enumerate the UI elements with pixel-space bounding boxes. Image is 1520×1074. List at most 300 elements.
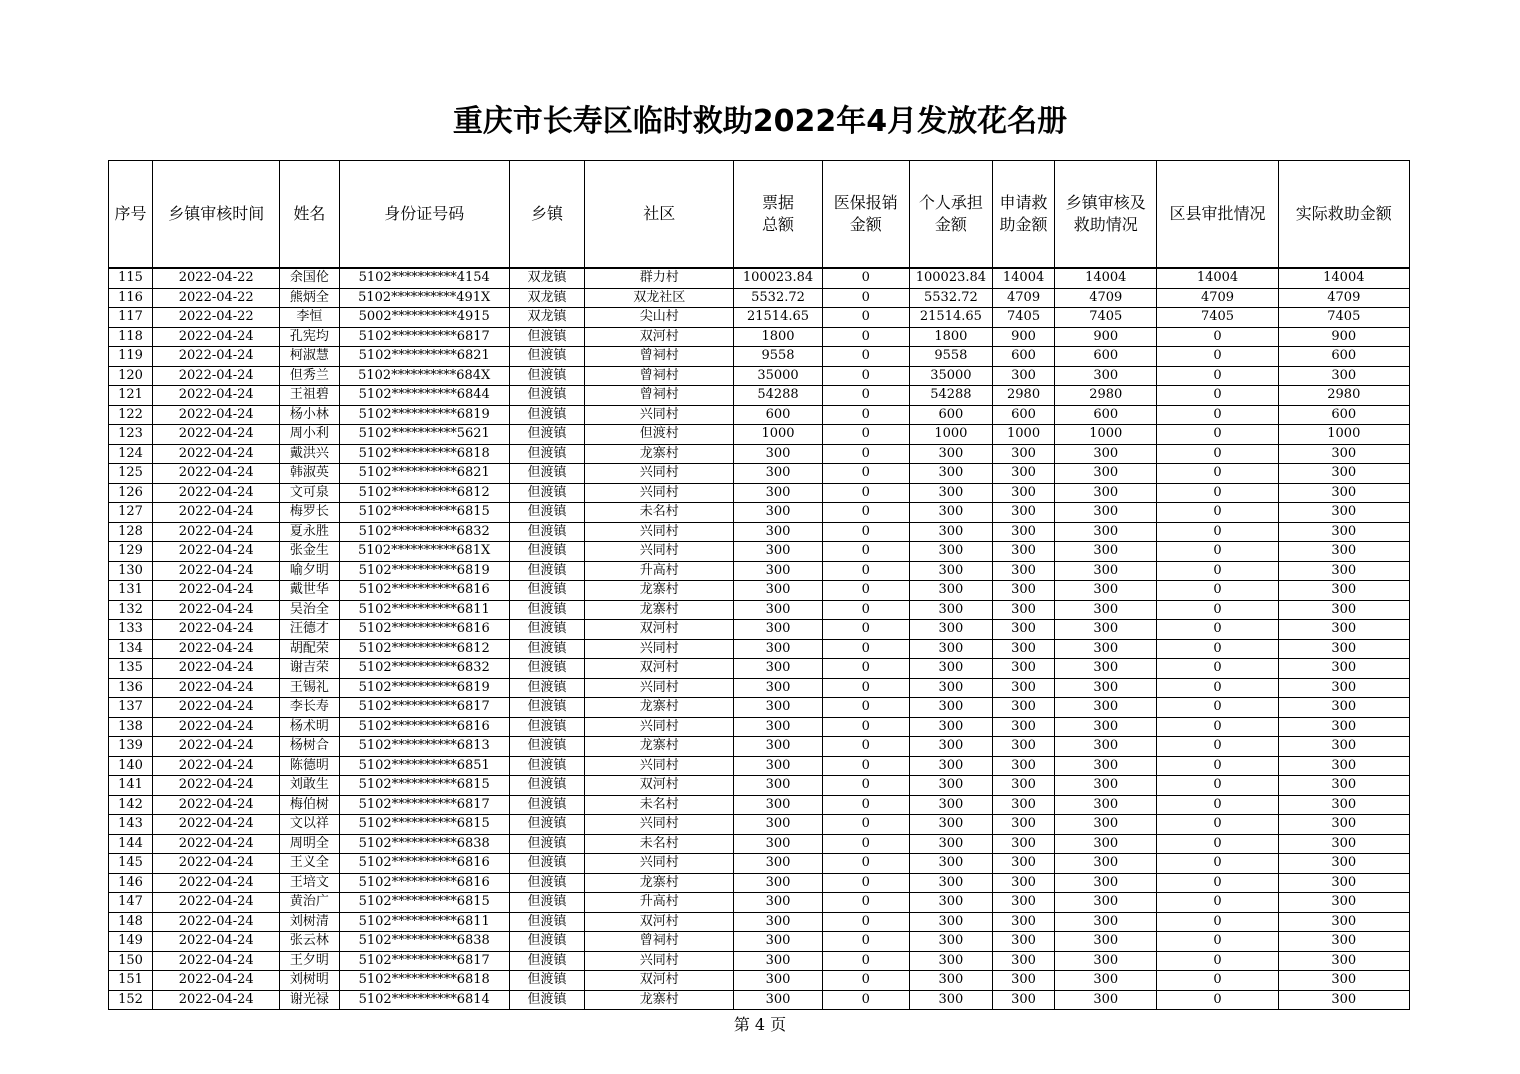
cell-index: 136 xyxy=(109,678,153,698)
column-header-index: 序号 xyxy=(109,161,153,269)
cell-id-number: 5102**********5621 xyxy=(339,425,509,445)
cell-personal-cost: 300 xyxy=(909,698,992,718)
cell-bill-total: 300 xyxy=(734,990,822,1010)
page-title: 重庆市长寿区临时救助2022年4月发放花名册 xyxy=(452,104,1068,139)
cell-review-date: 2022-04-24 xyxy=(153,386,280,406)
table-row xyxy=(109,912,1410,932)
cell-town-review: 300 xyxy=(1055,698,1157,718)
cell-index: 119 xyxy=(109,347,153,367)
cell-town-review: 300 xyxy=(1055,503,1157,523)
cell-insurance-reimbursed: 0 xyxy=(822,795,909,815)
cell-review-date: 2022-04-24 xyxy=(153,561,280,581)
cell-town-review: 600 xyxy=(1055,405,1157,425)
cell-name: 刘树明 xyxy=(280,971,339,991)
table-row xyxy=(109,268,1410,288)
cell-bill-total: 300 xyxy=(734,561,822,581)
cell-review-date: 2022-04-24 xyxy=(153,815,280,835)
cell-requested-amount: 300 xyxy=(992,483,1054,503)
cell-town: 双龙镇 xyxy=(509,288,584,308)
cell-county-approval: 0 xyxy=(1157,893,1278,913)
cell-index: 134 xyxy=(109,639,153,659)
table-row xyxy=(109,366,1410,386)
cell-town: 双龙镇 xyxy=(509,268,584,288)
cell-index: 128 xyxy=(109,522,153,542)
cell-name: 胡配荣 xyxy=(280,639,339,659)
cell-bill-total: 300 xyxy=(734,659,822,679)
cell-community: 升高村 xyxy=(585,561,734,581)
cell-town-review: 300 xyxy=(1055,834,1157,854)
cell-town: 但渡镇 xyxy=(509,620,584,640)
cell-insurance-reimbursed: 0 xyxy=(822,912,909,932)
cell-personal-cost: 300 xyxy=(909,620,992,640)
cell-community: 龙寨村 xyxy=(585,873,734,893)
cell-county-approval: 0 xyxy=(1157,444,1278,464)
cell-county-approval: 0 xyxy=(1157,639,1278,659)
cell-insurance-reimbursed: 0 xyxy=(822,347,909,367)
column-header-bill-total: 票据 总额 xyxy=(734,161,822,269)
cell-requested-amount: 300 xyxy=(992,717,1054,737)
cell-town: 但渡镇 xyxy=(509,464,584,484)
cell-insurance-reimbursed: 0 xyxy=(822,444,909,464)
cell-insurance-reimbursed: 0 xyxy=(822,386,909,406)
cell-name: 戴洪兴 xyxy=(280,444,339,464)
cell-county-approval: 0 xyxy=(1157,912,1278,932)
cell-community: 双河村 xyxy=(585,912,734,932)
cell-county-approval: 0 xyxy=(1157,737,1278,757)
cell-review-date: 2022-04-24 xyxy=(153,444,280,464)
cell-insurance-reimbursed: 0 xyxy=(822,737,909,757)
cell-personal-cost: 300 xyxy=(909,990,992,1010)
cell-community: 升高村 xyxy=(585,893,734,913)
cell-requested-amount: 14004 xyxy=(992,268,1054,288)
table-row xyxy=(109,288,1410,308)
cell-name: 杨小林 xyxy=(280,405,339,425)
cell-personal-cost: 300 xyxy=(909,795,992,815)
cell-id-number: 5102**********6816 xyxy=(339,873,509,893)
cell-county-approval: 0 xyxy=(1157,366,1278,386)
table-row xyxy=(109,893,1410,913)
cell-personal-cost: 300 xyxy=(909,444,992,464)
cell-actual-amount: 600 xyxy=(1278,347,1409,367)
cell-name: 陈德明 xyxy=(280,756,339,776)
cell-town-review: 300 xyxy=(1055,990,1157,1010)
cell-actual-amount: 300 xyxy=(1278,542,1409,562)
cell-insurance-reimbursed: 0 xyxy=(822,834,909,854)
cell-actual-amount: 7405 xyxy=(1278,308,1409,328)
table-row xyxy=(109,347,1410,367)
cell-personal-cost: 300 xyxy=(909,854,992,874)
cell-requested-amount: 300 xyxy=(992,522,1054,542)
cell-community: 龙寨村 xyxy=(585,444,734,464)
cell-id-number: 5102**********6814 xyxy=(339,990,509,1010)
cell-insurance-reimbursed: 0 xyxy=(822,600,909,620)
cell-community: 兴同村 xyxy=(585,854,734,874)
cell-review-date: 2022-04-24 xyxy=(153,854,280,874)
cell-town: 但渡镇 xyxy=(509,971,584,991)
cell-requested-amount: 2980 xyxy=(992,386,1054,406)
cell-actual-amount: 300 xyxy=(1278,795,1409,815)
cell-personal-cost: 9558 xyxy=(909,347,992,367)
cell-actual-amount: 300 xyxy=(1278,464,1409,484)
cell-actual-amount: 4709 xyxy=(1278,288,1409,308)
cell-id-number: 5102**********6838 xyxy=(339,932,509,952)
cell-personal-cost: 300 xyxy=(909,756,992,776)
cell-insurance-reimbursed: 0 xyxy=(822,327,909,347)
cell-bill-total: 300 xyxy=(734,893,822,913)
cell-name: 戴世华 xyxy=(280,581,339,601)
table-header xyxy=(109,161,1410,269)
cell-index: 130 xyxy=(109,561,153,581)
cell-name: 李长寿 xyxy=(280,698,339,718)
cell-county-approval: 0 xyxy=(1157,620,1278,640)
cell-town: 但渡镇 xyxy=(509,815,584,835)
cell-index: 144 xyxy=(109,834,153,854)
cell-insurance-reimbursed: 0 xyxy=(822,971,909,991)
cell-name: 喻夕明 xyxy=(280,561,339,581)
column-header-personal-cost: 个人承担 金额 xyxy=(909,161,992,269)
cell-personal-cost: 1800 xyxy=(909,327,992,347)
cell-requested-amount: 600 xyxy=(992,347,1054,367)
table-row xyxy=(109,444,1410,464)
cell-town: 但渡镇 xyxy=(509,717,584,737)
cell-bill-total: 300 xyxy=(734,815,822,835)
cell-personal-cost: 300 xyxy=(909,639,992,659)
cell-review-date: 2022-04-22 xyxy=(153,268,280,288)
cell-town: 但渡镇 xyxy=(509,639,584,659)
cell-actual-amount: 300 xyxy=(1278,776,1409,796)
cell-community: 兴同村 xyxy=(585,542,734,562)
cell-id-number: 5102**********6851 xyxy=(339,756,509,776)
cell-review-date: 2022-04-24 xyxy=(153,932,280,952)
table-row xyxy=(109,717,1410,737)
cell-town: 但渡镇 xyxy=(509,503,584,523)
cell-personal-cost: 300 xyxy=(909,776,992,796)
cell-index: 122 xyxy=(109,405,153,425)
cell-county-approval: 0 xyxy=(1157,425,1278,445)
cell-id-number: 5102**********6821 xyxy=(339,347,509,367)
cell-personal-cost: 300 xyxy=(909,815,992,835)
table-row xyxy=(109,483,1410,503)
cell-town-review: 300 xyxy=(1055,542,1157,562)
cell-name: 谢吉荣 xyxy=(280,659,339,679)
cell-insurance-reimbursed: 0 xyxy=(822,815,909,835)
cell-town: 但渡镇 xyxy=(509,444,584,464)
cell-insurance-reimbursed: 0 xyxy=(822,542,909,562)
cell-insurance-reimbursed: 0 xyxy=(822,873,909,893)
cell-personal-cost: 300 xyxy=(909,503,992,523)
cell-name: 王培文 xyxy=(280,873,339,893)
cell-review-date: 2022-04-24 xyxy=(153,483,280,503)
cell-town: 但渡镇 xyxy=(509,776,584,796)
cell-county-approval: 14004 xyxy=(1157,268,1278,288)
cell-community: 兴同村 xyxy=(585,522,734,542)
cell-town-review: 300 xyxy=(1055,581,1157,601)
cell-review-date: 2022-04-24 xyxy=(153,990,280,1010)
cell-review-date: 2022-04-24 xyxy=(153,971,280,991)
cell-index: 150 xyxy=(109,951,153,971)
cell-community: 龙寨村 xyxy=(585,581,734,601)
cell-index: 146 xyxy=(109,873,153,893)
cell-id-number: 5102**********6817 xyxy=(339,795,509,815)
cell-bill-total: 5532.72 xyxy=(734,288,822,308)
cell-county-approval: 4709 xyxy=(1157,288,1278,308)
cell-bill-total: 300 xyxy=(734,483,822,503)
cell-requested-amount: 1000 xyxy=(992,425,1054,445)
cell-personal-cost: 300 xyxy=(909,893,992,913)
cell-name: 王义全 xyxy=(280,854,339,874)
cell-personal-cost: 35000 xyxy=(909,366,992,386)
cell-review-date: 2022-04-24 xyxy=(153,366,280,386)
cell-review-date: 2022-04-24 xyxy=(153,717,280,737)
cell-requested-amount: 300 xyxy=(992,776,1054,796)
cell-insurance-reimbursed: 0 xyxy=(822,268,909,288)
column-header-review-date: 乡镇审核时间 xyxy=(153,161,280,269)
cell-community: 兴同村 xyxy=(585,815,734,835)
cell-requested-amount: 300 xyxy=(992,678,1054,698)
cell-index: 116 xyxy=(109,288,153,308)
cell-requested-amount: 300 xyxy=(992,932,1054,952)
cell-actual-amount: 300 xyxy=(1278,951,1409,971)
cell-town-review: 300 xyxy=(1055,776,1157,796)
cell-county-approval: 0 xyxy=(1157,561,1278,581)
cell-name: 吴治全 xyxy=(280,600,339,620)
cell-community: 但渡村 xyxy=(585,425,734,445)
cell-review-date: 2022-04-22 xyxy=(153,308,280,328)
cell-requested-amount: 300 xyxy=(992,854,1054,874)
cell-insurance-reimbursed: 0 xyxy=(822,756,909,776)
cell-requested-amount: 300 xyxy=(992,659,1054,679)
cell-index: 147 xyxy=(109,893,153,913)
cell-requested-amount: 7405 xyxy=(992,308,1054,328)
cell-town: 但渡镇 xyxy=(509,873,584,893)
cell-community: 曾祠村 xyxy=(585,932,734,952)
cell-name: 但秀兰 xyxy=(280,366,339,386)
cell-name: 文可泉 xyxy=(280,483,339,503)
cell-town-review: 7405 xyxy=(1055,308,1157,328)
cell-requested-amount: 300 xyxy=(992,912,1054,932)
cell-community: 双河村 xyxy=(585,327,734,347)
cell-actual-amount: 300 xyxy=(1278,756,1409,776)
cell-town-review: 300 xyxy=(1055,522,1157,542)
cell-community: 龙寨村 xyxy=(585,600,734,620)
cell-town-review: 600 xyxy=(1055,347,1157,367)
cell-town: 但渡镇 xyxy=(509,990,584,1010)
cell-id-number: 5102**********6818 xyxy=(339,444,509,464)
cell-id-number: 5102**********491X xyxy=(339,288,509,308)
cell-personal-cost: 5532.72 xyxy=(909,288,992,308)
cell-town: 但渡镇 xyxy=(509,737,584,757)
cell-town: 但渡镇 xyxy=(509,795,584,815)
cell-review-date: 2022-04-24 xyxy=(153,503,280,523)
cell-actual-amount: 300 xyxy=(1278,366,1409,386)
cell-bill-total: 300 xyxy=(734,464,822,484)
cell-insurance-reimbursed: 0 xyxy=(822,776,909,796)
cell-town: 但渡镇 xyxy=(509,542,584,562)
cell-bill-total: 300 xyxy=(734,698,822,718)
cell-id-number: 5102**********6815 xyxy=(339,776,509,796)
cell-review-date: 2022-04-24 xyxy=(153,327,280,347)
cell-insurance-reimbursed: 0 xyxy=(822,425,909,445)
cell-bill-total: 300 xyxy=(734,620,822,640)
table-row xyxy=(109,308,1410,328)
cell-bill-total: 300 xyxy=(734,756,822,776)
cell-town-review: 4709 xyxy=(1055,288,1157,308)
cell-review-date: 2022-04-24 xyxy=(153,425,280,445)
cell-bill-total: 300 xyxy=(734,503,822,523)
cell-county-approval: 0 xyxy=(1157,483,1278,503)
cell-county-approval: 0 xyxy=(1157,347,1278,367)
cell-town-review: 300 xyxy=(1055,483,1157,503)
cell-town: 但渡镇 xyxy=(509,912,584,932)
cell-bill-total: 54288 xyxy=(734,386,822,406)
cell-actual-amount: 300 xyxy=(1278,600,1409,620)
cell-bill-total: 600 xyxy=(734,405,822,425)
cell-bill-total: 300 xyxy=(734,717,822,737)
cell-county-approval: 0 xyxy=(1157,756,1278,776)
table-row xyxy=(109,834,1410,854)
cell-review-date: 2022-04-24 xyxy=(153,600,280,620)
cell-requested-amount: 300 xyxy=(992,795,1054,815)
cell-personal-cost: 300 xyxy=(909,737,992,757)
cell-actual-amount: 300 xyxy=(1278,971,1409,991)
cell-review-date: 2022-04-22 xyxy=(153,288,280,308)
table-row xyxy=(109,522,1410,542)
cell-bill-total: 300 xyxy=(734,581,822,601)
cell-review-date: 2022-04-24 xyxy=(153,405,280,425)
cell-actual-amount: 300 xyxy=(1278,698,1409,718)
cell-town: 双龙镇 xyxy=(509,308,584,328)
cell-community: 龙寨村 xyxy=(585,737,734,757)
cell-id-number: 5102**********6815 xyxy=(339,815,509,835)
cell-requested-amount: 300 xyxy=(992,737,1054,757)
cell-name: 夏永胜 xyxy=(280,522,339,542)
cell-requested-amount: 300 xyxy=(992,503,1054,523)
cell-town: 但渡镇 xyxy=(509,893,584,913)
cell-bill-total: 21514.65 xyxy=(734,308,822,328)
cell-name: 王祖碧 xyxy=(280,386,339,406)
cell-community: 曾祠村 xyxy=(585,366,734,386)
cell-requested-amount: 4709 xyxy=(992,288,1054,308)
cell-actual-amount: 300 xyxy=(1278,893,1409,913)
cell-name: 王夕明 xyxy=(280,951,339,971)
table-row xyxy=(109,854,1410,874)
cell-actual-amount: 300 xyxy=(1278,932,1409,952)
cell-id-number: 5102**********6817 xyxy=(339,327,509,347)
cell-id-number: 5102**********6812 xyxy=(339,483,509,503)
cell-town-review: 300 xyxy=(1055,620,1157,640)
cell-review-date: 2022-04-24 xyxy=(153,873,280,893)
cell-bill-total: 300 xyxy=(734,854,822,874)
cell-actual-amount: 300 xyxy=(1278,522,1409,542)
cell-personal-cost: 300 xyxy=(909,659,992,679)
cell-community: 兴同村 xyxy=(585,483,734,503)
cell-bill-total: 300 xyxy=(734,834,822,854)
cell-id-number: 5102**********6813 xyxy=(339,737,509,757)
table-row xyxy=(109,620,1410,640)
cell-community: 曾祠村 xyxy=(585,347,734,367)
cell-insurance-reimbursed: 0 xyxy=(822,990,909,1010)
cell-county-approval: 0 xyxy=(1157,327,1278,347)
cell-id-number: 5102**********6819 xyxy=(339,405,509,425)
cell-community: 兴同村 xyxy=(585,639,734,659)
cell-community: 曾祠村 xyxy=(585,386,734,406)
cell-id-number: 5102**********6844 xyxy=(339,386,509,406)
cell-bill-total: 300 xyxy=(734,951,822,971)
cell-town-review: 300 xyxy=(1055,659,1157,679)
cell-personal-cost: 300 xyxy=(909,464,992,484)
cell-town-review: 300 xyxy=(1055,756,1157,776)
cell-insurance-reimbursed: 0 xyxy=(822,717,909,737)
table-row xyxy=(109,542,1410,562)
cell-personal-cost: 300 xyxy=(909,951,992,971)
cell-town-review: 300 xyxy=(1055,815,1157,835)
cell-id-number: 5102**********681X xyxy=(339,542,509,562)
cell-bill-total: 300 xyxy=(734,678,822,698)
cell-id-number: 5102**********6811 xyxy=(339,912,509,932)
cell-id-number: 5102**********684X xyxy=(339,366,509,386)
cell-name: 李恒 xyxy=(280,308,339,328)
table-row xyxy=(109,971,1410,991)
column-header-actual-amount: 实际救助金额 xyxy=(1278,161,1409,269)
cell-county-approval: 0 xyxy=(1157,600,1278,620)
cell-id-number: 5102**********6815 xyxy=(339,893,509,913)
cell-insurance-reimbursed: 0 xyxy=(822,464,909,484)
cell-review-date: 2022-04-24 xyxy=(153,464,280,484)
cell-insurance-reimbursed: 0 xyxy=(822,561,909,581)
cell-id-number: 5102**********6819 xyxy=(339,678,509,698)
cell-town: 但渡镇 xyxy=(509,386,584,406)
cell-review-date: 2022-04-24 xyxy=(153,542,280,562)
cell-community: 双龙社区 xyxy=(585,288,734,308)
cell-id-number: 5002**********4915 xyxy=(339,308,509,328)
cell-bill-total: 300 xyxy=(734,444,822,464)
cell-town-review: 300 xyxy=(1055,678,1157,698)
cell-index: 129 xyxy=(109,542,153,562)
table-row xyxy=(109,737,1410,757)
cell-county-approval: 0 xyxy=(1157,503,1278,523)
cell-community: 龙寨村 xyxy=(585,698,734,718)
cell-name: 周小利 xyxy=(280,425,339,445)
cell-id-number: 5102**********6816 xyxy=(339,581,509,601)
cell-actual-amount: 300 xyxy=(1278,659,1409,679)
cell-requested-amount: 300 xyxy=(992,756,1054,776)
cell-actual-amount: 300 xyxy=(1278,912,1409,932)
cell-actual-amount: 14004 xyxy=(1278,268,1409,288)
cell-county-approval: 0 xyxy=(1157,815,1278,835)
cell-review-date: 2022-04-24 xyxy=(153,834,280,854)
cell-personal-cost: 300 xyxy=(909,522,992,542)
cell-index: 125 xyxy=(109,464,153,484)
cell-name: 韩淑英 xyxy=(280,464,339,484)
cell-town: 但渡镇 xyxy=(509,405,584,425)
cell-community: 群力村 xyxy=(585,268,734,288)
cell-name: 谢光禄 xyxy=(280,990,339,1010)
cell-town: 但渡镇 xyxy=(509,425,584,445)
cell-requested-amount: 300 xyxy=(992,698,1054,718)
cell-index: 132 xyxy=(109,600,153,620)
cell-personal-cost: 54288 xyxy=(909,386,992,406)
cell-county-approval: 0 xyxy=(1157,386,1278,406)
cell-name: 刘树清 xyxy=(280,912,339,932)
cell-insurance-reimbursed: 0 xyxy=(822,659,909,679)
cell-bill-total: 9558 xyxy=(734,347,822,367)
cell-county-approval: 7405 xyxy=(1157,308,1278,328)
cell-index: 121 xyxy=(109,386,153,406)
cell-community: 未名村 xyxy=(585,795,734,815)
cell-name: 杨树合 xyxy=(280,737,339,757)
cell-name: 孔宪均 xyxy=(280,327,339,347)
cell-requested-amount: 300 xyxy=(992,366,1054,386)
